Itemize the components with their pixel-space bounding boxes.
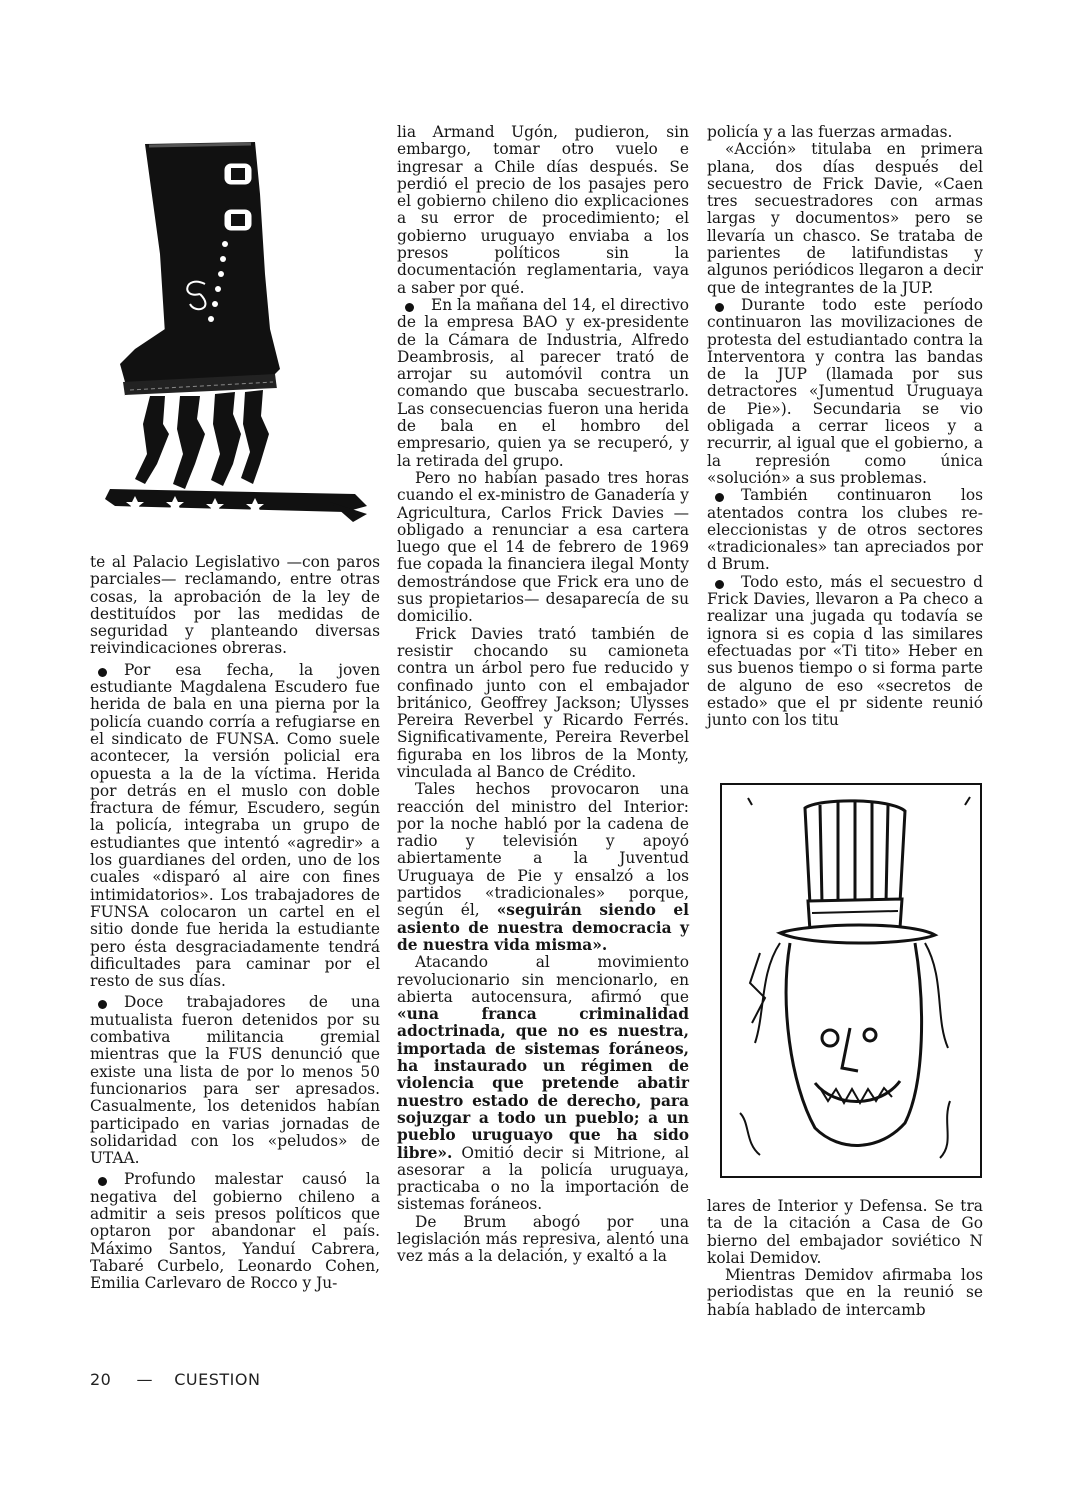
column-middle — [397, 124, 689, 1266]
paragraph-atentados: También continuaron los atentados contra los clubes re-eleccionistas y de otros sectores «tradicionales» tan apreciados por d Brum. — [707, 486, 983, 574]
autocensura-text: Atacando al movimiento revolucionario sin mencionarlo, en abierta autocensura, afirmó que — [397, 953, 689, 1006]
paragraph-ministro-reaction — [397, 781, 689, 954]
paragraph-de-brum: De Brum abogó por una legislación más represiva, alentó una vez más a la delación, y exaltó a la — [397, 1212, 689, 1266]
autocensura-quote: «una franca criminalidad adoctrinada, que no es nuestra, importada de sistemas foráneos, ha instaurado un régimen de violencia que pretende abatir nuestro estado de derecho, para sojuzgar a todo un pueblo; a un pueblo uruguayo que ha sido libre». — [397, 1005, 689, 1162]
paragraph-accion: «Acción» titulaba en primera plana, dos días después del secuestro de Frick Davie, «Caen tres secuestradores con armas largas y documentos» pero se llevaría un chasco. Se trataba de parientes de latifundistas y algunos periódicos llegaron a decir que de integrantes de la JUP. — [707, 140, 983, 297]
paragraph-deambrosis: En la mañana del 14, el directivo de la empresa BAO y ex-presidente de la Cámara de Industria, Alfredo Deambrosis, al parecer trató de arrojar su automóvil contra un comando que buscaba secuestrarlo. Las consecuencias fueron una herida de bala en el hombro del empresario, quien ya se recuperó, y la retirada del grupo. — [397, 295, 689, 470]
caricature-illustration — [720, 783, 982, 1178]
paragraph-fuerzas-armadas: policía y a las fuerzas armadas. — [707, 123, 953, 141]
paragraph-autocensura — [397, 954, 689, 1213]
paragraph-demidov-afirmaba: Mientras Demidov afirmaba los periodistas que en la reunió se había hablado de intercamb — [707, 1266, 983, 1319]
footer-dash: — — [136, 1370, 154, 1389]
column-left — [90, 554, 380, 1292]
paragraph-presos-chile: Profundo malestar causó la negativa del gobierno chileno a admitir a seis presos políticos que optaron por abandonar el país. Máximo Santos, Yanduí Cabrera, Tabaré Curbelo, Leonardo Cohen, Emilia Carlevaro de Rocco y Ju- — [90, 1170, 380, 1293]
paragraph-escudero: Por esa fecha, la joven estudiante Magdalena Escudero fue herida de bala en una pierna por la policía cuando corría a refugiarse en el sindicato de FUNSA. Como suele acontecer, la versión policial era opuesta a la de la víctima. Herida por detrás en el muslo con doble fractura de fémur, Escudero, según la policía, integraba un grupo de estudiantes que intentó «agredir» a los guardianes del orden, uno de los cuales «disparó al aire con fines intimidatorios». Los trabajadores de FUNSA colocaron un cartel en el sitio donde fue herida la estudiante pero ésta desgraciadamente tendrá dificultades para caminar por el resto de sus días. — [90, 660, 380, 991]
paragraph-demidov-citation: lares de Interior y Defensa. Se tra ta de la citación a Casa de Go bierno del embajador soviético N kolai Demidov. — [707, 1197, 983, 1267]
paragraph-armand-ugon: lia Armand Ugón, pudieron, sin embargo, tomar otro vuelo e ingresar a Chile días después. Se perdió el precio de los pasajes pero el gobierno chileno dio explicaciones a su error de procedimiento; el gobierno uruguayo enviaba a los presos políticos sin la documentación reglamentaria, vaya a saber por qué. — [397, 123, 689, 297]
column-right-continued — [707, 1198, 983, 1319]
magazine-name: CUESTION — [174, 1370, 261, 1389]
paragraph-frick-resistance: Frick Davies trató también de resistir chocando su camioneta contra un árbol pero fue reducido y confinado junto con el embajador británico, Geoffrey Jackson; Ulysses Pereira Reverbel y Ricardo Ferrés. Significativamente, Pereira Reverbel figuraba en los libros de la Monty, vinculada al Banco de Crédito. — [397, 624, 689, 781]
ministro-text: Tales hechos provocaron una reacción del ministro del Interior: por la noche habló por la cadena de radio y televisión y apoyó abiertamente a la Juventud Uruguaya de Pie y ensalzó a los partidos «tradicionales» porque, según él, — [397, 780, 689, 920]
column-right — [707, 124, 983, 729]
paragraph-movilizaciones: Durante todo este período continuaron las movilizaciones de protesta del estudiantado contra la Interventora y contra las bandas de la JUP (llamada por sus detractores «Jumentud Uruguaya de Pie»). Secundaria se vio obligada a cerrar liceos y a recurrir, al igual que el gobierno, a la represión como única «solución» a sus problemas. — [707, 295, 983, 487]
paragraph-mutualista: Doce trabajadores de una mutualista fueron detenidos por su combativa militancia gremial mientras que la FUS denunció que existe una lista de por lo menos 50 funcionarios para ser apresados. Casualmente, los detenidos habían participado en varias jornadas de solidaridad con los «peludos» de UTAA. — [90, 993, 380, 1168]
boot-illustration — [105, 134, 370, 534]
paragraph-legislative: te al Palacio Legislativo —con paros parciales— reclamando, entre otras cosas, la aprobación de la ley de destituídos por las medidas de seguridad y planteando diversas reivindicaciones obreras. — [90, 553, 380, 658]
page-footer — [90, 1370, 260, 1389]
paragraph-frick-davies: Pero no habían pasado tres horas cuando el ex-ministro de Ganadería y Agricultura, Carlos Frick Davies —obligado a renunciar a esa cartera luego que el 14 de febrero de 1969 fue copada la financiera ilegal Monty demostrándose que Frick era uno de sus propietarios— desaparecía de su domicilio. — [397, 468, 689, 626]
autocensura-mitrione: Omitió decir si Mitrione, al asesorar a la policía uruguaya, practicaba o no la importación de sistemas foráneos. — [397, 1143, 689, 1214]
ministro-quote: «seguirán siendo el asiento de nuestra democracia y de nuestra vida misma». — [397, 901, 689, 954]
page-number: 20 — [90, 1370, 112, 1389]
paragraph-pacheco: Todo esto, más el secuestro d Frick Davies, llevaron a Pa checo a realizar una jugada qu todavía se ignora si es copia d las similares efectuadas por «Ti tito» Heber en sus buenos tiempo o si forma parte de alguno de eso «secretos de estado» que el pr sidente reunió junto con los titu — [707, 572, 983, 730]
